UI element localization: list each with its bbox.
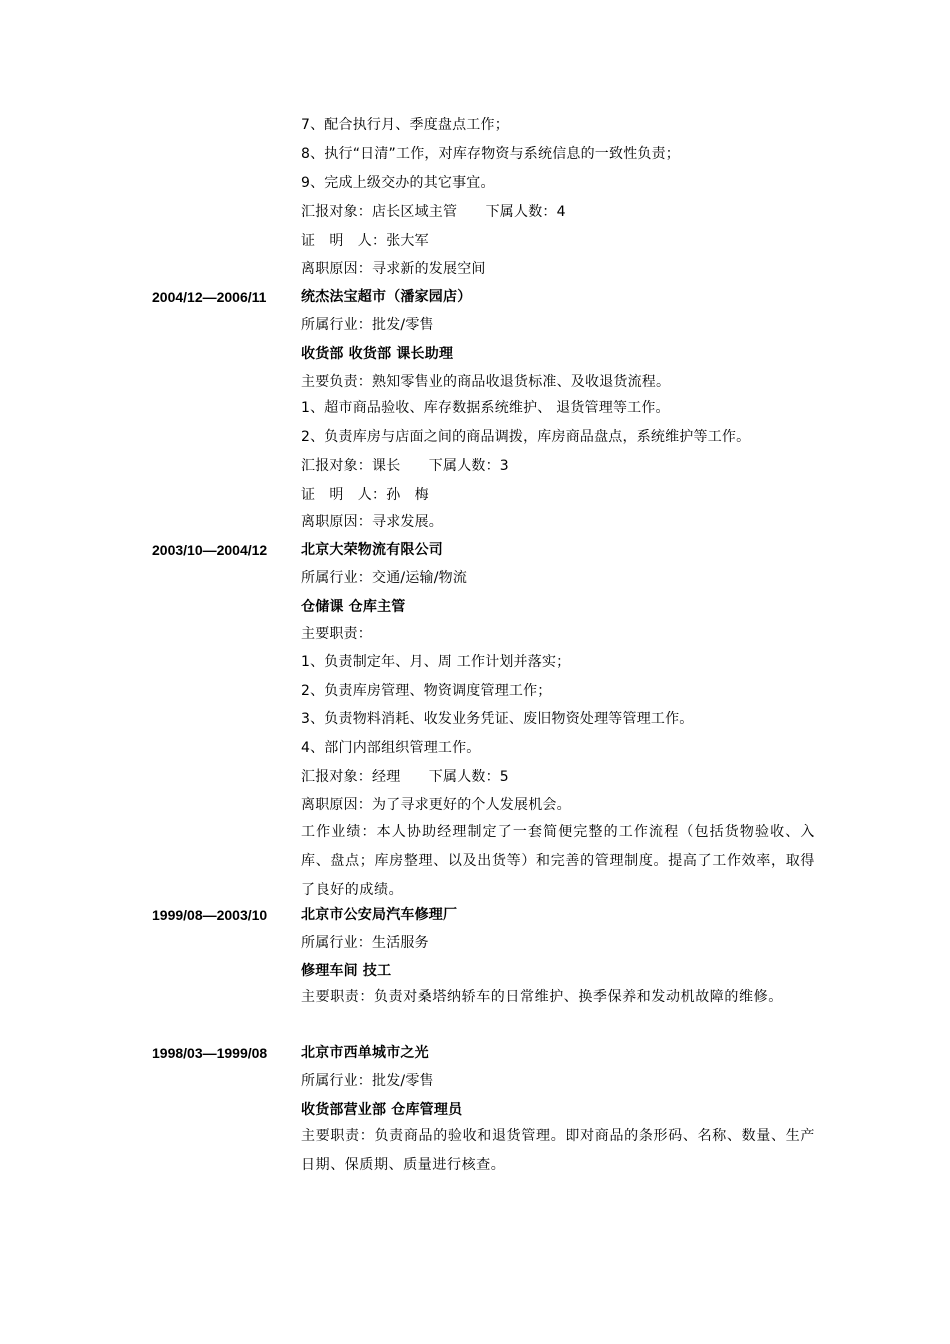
duty-line: 8、执行“日清”工作，对库存物资与系统信息的一致性负责； (301, 146, 681, 162)
report-to-line: 汇报对象：店长区域主管 下属人数：4 (301, 204, 566, 220)
job-period: 2003/10—2004/12 (152, 542, 268, 558)
reference-line: 证 明 人：孙 梅 (301, 487, 429, 503)
position-title: 修理车间 技工 (301, 963, 392, 979)
reference-line: 证 明 人：张大军 (301, 233, 429, 249)
company-name: 统杰法宝超市（潘家园店） (301, 289, 472, 305)
duty-line: 3、负责物料消耗、收发业务凭证、废旧物资处理等管理工作。 (301, 711, 694, 727)
job-period: 2004/12—2006/11 (152, 289, 267, 305)
duty-line: 4、部门内部组织管理工作。 (301, 740, 481, 756)
position-title: 仓储课 仓库主管 (301, 599, 406, 615)
industry-line: 所属行业：交通/运输/物流 (301, 570, 468, 586)
duty-line: 7、配合执行月、季度盘点工作； (301, 117, 509, 133)
duty-line: 主要职责： (301, 626, 372, 642)
duty-paragraph: 主要职责：负责对桑塔纳轿车的日常维护、换季保养和发动机故障的维修。 (301, 989, 783, 1005)
leave-reason-line: 离职原因：为了寻求更好的个人发展机会。 (301, 797, 571, 813)
duty-paragraph: 主要职责：负责商品的验收和退货管理。即对商品的条形码、名称、数量、生产日期、保质期、质量进行核查。 (301, 1128, 815, 1173)
duty-line: 主要负责：熟知零售业的商品收退货标准、及收退货流程。 (301, 374, 671, 390)
industry-line: 所属行业：生活服务 (301, 935, 429, 951)
industry-line: 所属行业：批发/零售 (301, 317, 434, 333)
company-name: 北京市公安局汽车修理厂 (301, 907, 458, 923)
duty-line: 2、负责库房管理、物资调度管理工作； (301, 683, 552, 699)
leave-reason-line: 离职原因：寻求新的发展空间 (301, 261, 486, 277)
job-period: 1999/08—2003/10 (152, 907, 268, 923)
duty-line: 1、超市商品验收、库存数据系统维护、 退货管理等工作。 (301, 400, 670, 416)
industry-line: 所属行业：批发/零售 (301, 1073, 434, 1089)
duty-line: 1、负责制定年、月、周 工作计划并落实； (301, 654, 571, 670)
position-title: 收货部 收货部 课长助理 (301, 346, 454, 362)
leave-reason-line: 离职原因：寻求发展。 (301, 514, 443, 530)
company-name: 北京大荣物流有限公司 (301, 542, 443, 558)
report-to-line: 汇报对象：经理 下属人数：5 (301, 769, 509, 785)
position-title: 收货部营业部 仓库管理员 (301, 1102, 463, 1118)
job-period: 1998/03—1999/08 (152, 1045, 268, 1061)
duty-line: 2、负责库房与店面之间的商品调拨，库房商品盘点，系统维护等工作。 (301, 429, 751, 445)
report-to-line: 汇报对象：课长 下属人数：3 (301, 458, 509, 474)
company-name: 北京市西单城市之光 (301, 1045, 429, 1061)
achievement-paragraph: 工作业绩：本人协助经理制定了一套简便完整的工作流程（包括货物验收、入库、盘点；库房整理、以及出货等）和完善的管理制度。提高了工作效率，取得了良好的成绩。 (301, 824, 815, 898)
duty-line: 9、完成上级交办的其它事宜。 (301, 175, 495, 191)
